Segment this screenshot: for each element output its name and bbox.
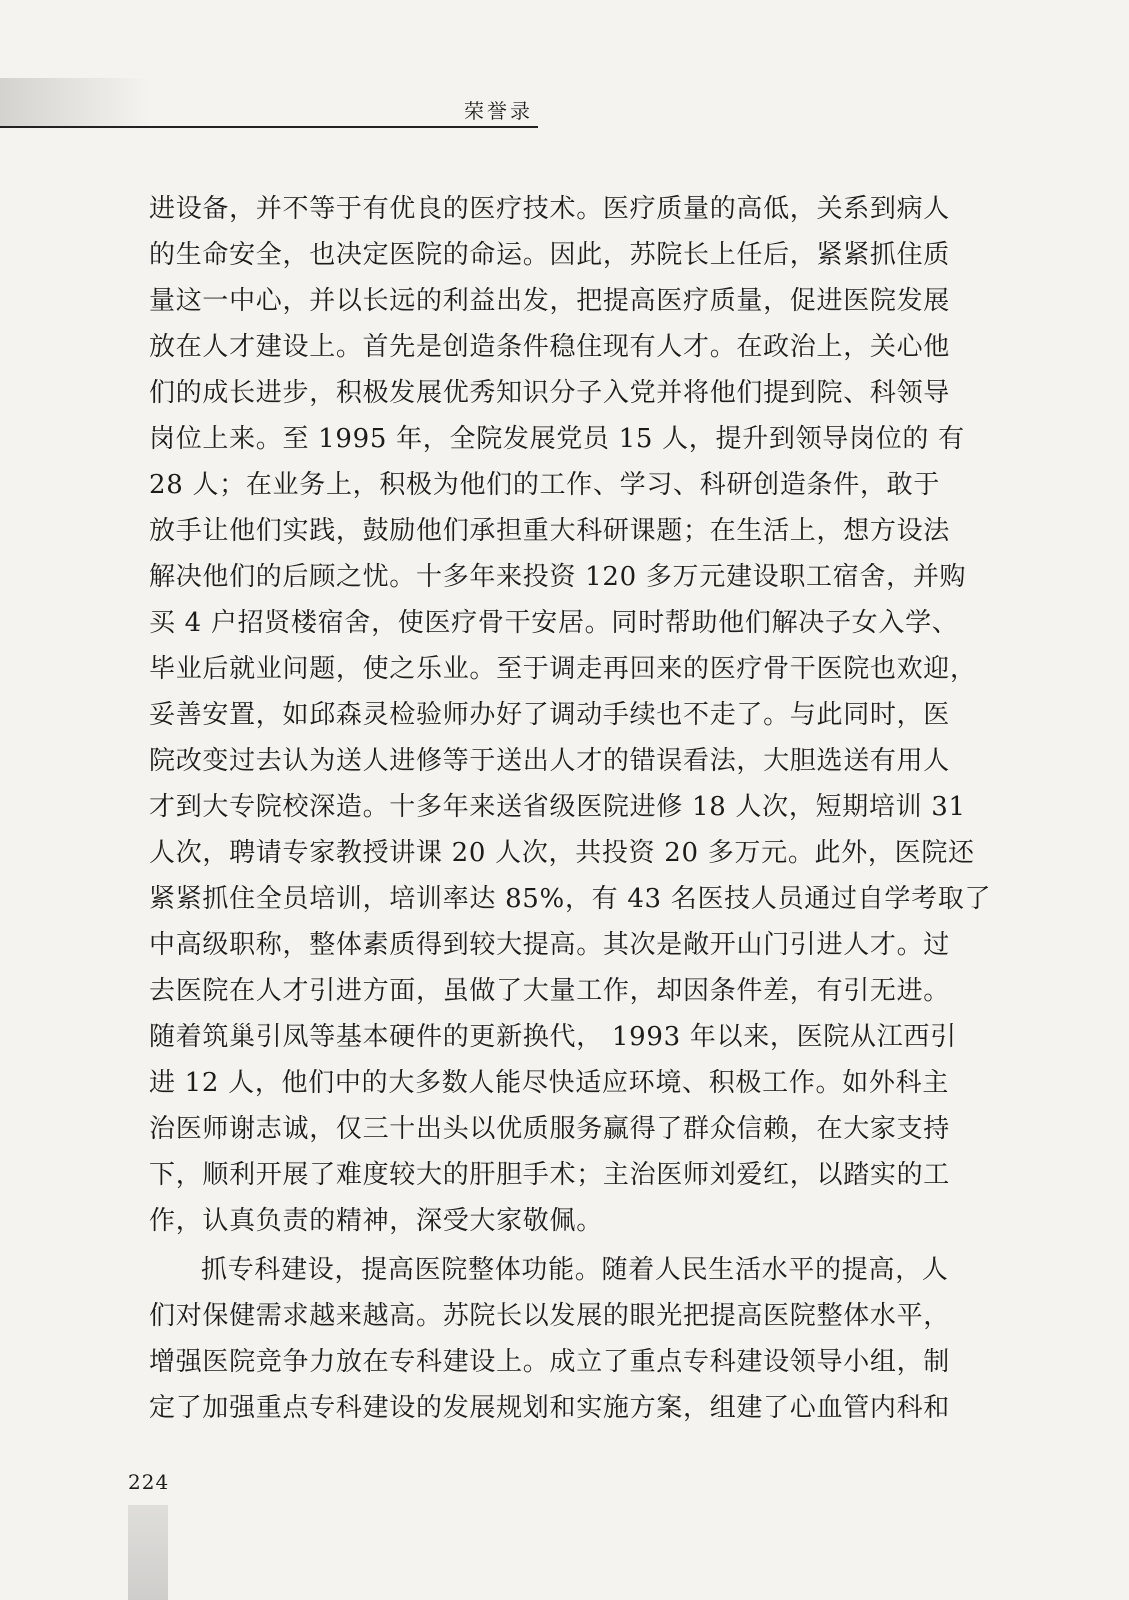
- header-rule: [0, 126, 538, 128]
- text-line: 下，顺利开展了难度较大的肝胆手术；主治医师刘爱红，以踏实的工: [149, 1160, 951, 1190]
- text-line: 定了加强重点专科建设的发展规划和实施方案，组建了心血管内科和: [149, 1393, 951, 1423]
- text-line: 进 12 人，他们中的大多数人能尽快适应环境、积极工作。如外科主: [149, 1068, 950, 1098]
- text-line: 中高级职称，整体素质得到较大提高。其次是敞开山门引进人才。过: [149, 930, 951, 960]
- text-line: 才到大专院校深造。十多年来送省级医院进修 18 人次，短期培训 31: [149, 792, 966, 822]
- text-line: 妥善安置，如邱森灵检验师办好了调动手续也不走了。与此同时，医: [149, 700, 951, 730]
- body-text: [149, 186, 992, 1431]
- paragraph-2: [149, 1247, 987, 1431]
- text-line: 岗位上来。至 1995 年，全院发展党员 15 人，提升到领导岗位的 有: [149, 424, 965, 454]
- text-line: 抓专科建设，提高医院整体功能。随着人民生活水平的提高，人: [201, 1255, 949, 1285]
- text-line: 去医院在人才引进方面，虽做了大量工作，却因条件差，有引无进。: [149, 976, 951, 1006]
- running-header-title: 荣誉录: [464, 99, 533, 123]
- text-line: 紧紧抓住全员培训，培训率达 85%，有 43 名医技人员通过自学考取了: [149, 884, 992, 914]
- text-line: 量这一中心，并以长远的利益出发，把提高医疗质量，促进医院发展: [149, 286, 951, 316]
- text-line: 买 4 户招贤楼宿舍，使医疗骨干安居。同时帮助他们解决子女入学、: [149, 608, 959, 638]
- scan-shadow-top: [0, 78, 150, 128]
- page-number: 224: [128, 1470, 170, 1494]
- scan-shadow-bottom: [128, 1505, 168, 1600]
- text-line: 的生命安全，也决定医院的命运。因此，苏院长上任后，紧紧抓住质: [149, 240, 951, 270]
- text-line: 们的成长进步，积极发展优秀知识分子入党并将他们提到院、科领导: [149, 378, 951, 408]
- paragraph-1: [149, 186, 992, 1244]
- text-line: 放在人才建设上。首先是创造条件稳住现有人才。在政治上，关心他: [149, 332, 951, 362]
- text-line: 治医师谢志诚，仅三十出头以优质服务赢得了群众信赖，在大家支持: [149, 1114, 951, 1144]
- text-line: 进设备，并不等于有优良的医疗技术。医疗质量的高低，关系到病人: [149, 194, 951, 224]
- text-line: 院改变过去认为送人进修等于送出人才的错误看法，大胆选送有用人: [149, 746, 951, 776]
- text-line: 解决他们的后顾之忧。十多年来投资 120 多万元建设职工宿舍，并购: [149, 562, 967, 592]
- text-line: 毕业后就业问题，使之乐业。至于调走再回来的医疗骨干医院也欢迎，: [149, 654, 977, 684]
- text-line: 增强医院竞争力放在专科建设上。成立了重点专科建设领导小组，制: [149, 1347, 951, 1377]
- text-line: 人次，聘请专家教授讲课 20 人次，共投资 20 多万元。此外，医院还: [149, 838, 975, 868]
- text-line: 随着筑巢引凤等基本硬件的更新换代， 1993 年以来，医院从江西引: [149, 1022, 957, 1052]
- text-line: 放手让他们实践，鼓励他们承担重大科研课题；在生活上，想方设法: [149, 516, 951, 546]
- text-line: 28 人；在业务上，积极为他们的工作、学习、科研创造条件，敢于: [149, 470, 941, 500]
- text-line: 作，认真负责的精神，深受大家敬佩。: [149, 1206, 603, 1236]
- text-line: 们对保健需求越来越高。苏院长以发展的眼光把提高医院整体水平，: [149, 1301, 951, 1331]
